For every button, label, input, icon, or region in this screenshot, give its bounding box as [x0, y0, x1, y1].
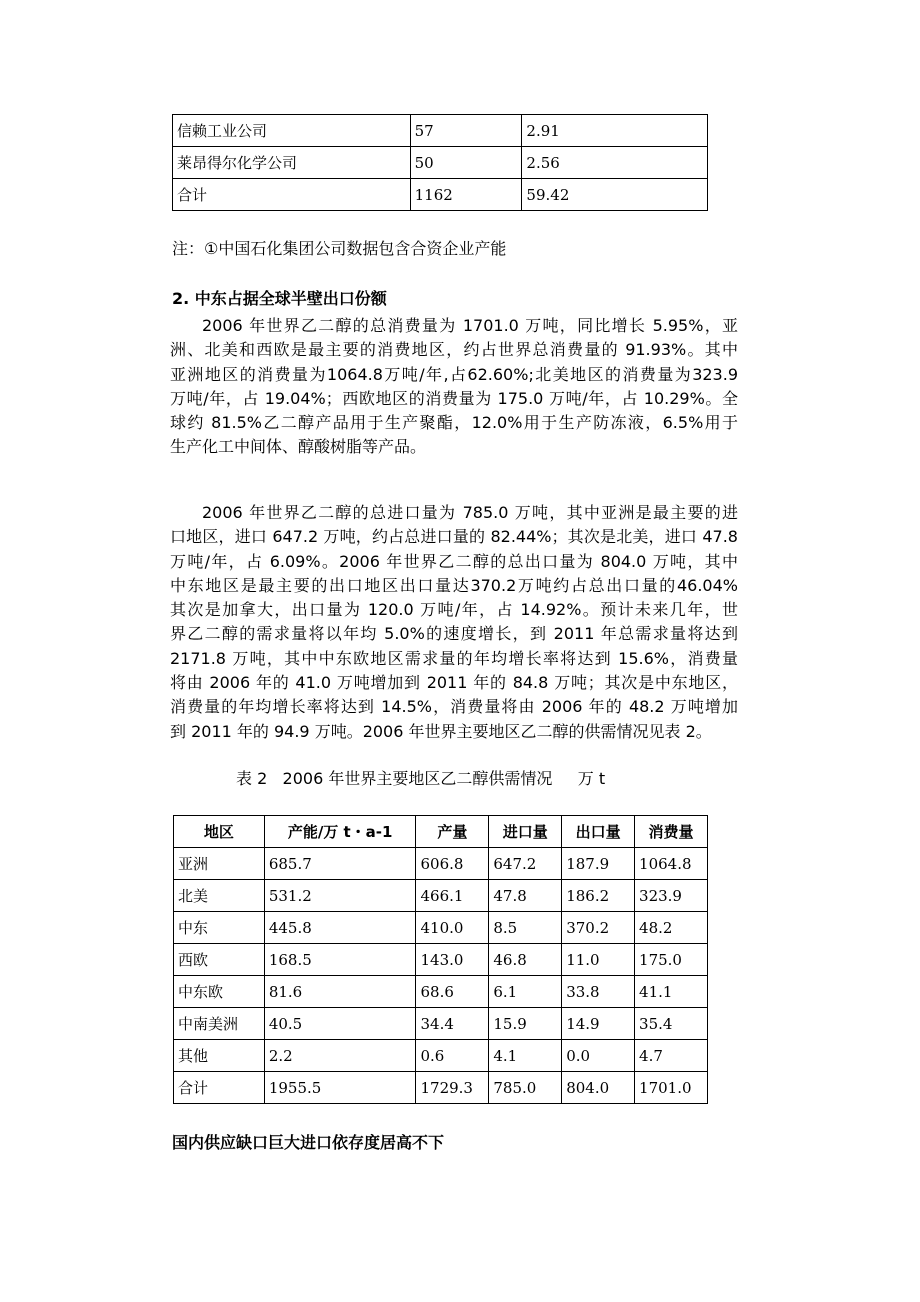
- table-cell: 亚洲: [174, 848, 265, 880]
- text-line: 将由 2006 年的 41.0 万吨增加到 2011 年的 84.8 万吨；其次是中东地区，: [170, 673, 738, 693]
- table-cell: 1162: [410, 179, 522, 211]
- table-cell: 1955.5: [264, 1072, 416, 1104]
- table-row: [174, 880, 708, 912]
- section-heading: 2. 中东占据全球半壁出口份额: [172, 289, 387, 308]
- table-cell: 34.4: [416, 1008, 489, 1040]
- table-cell: 2.91: [522, 115, 708, 147]
- table-cell: 531.2: [264, 880, 416, 912]
- table-cell: 785.0: [489, 1072, 562, 1104]
- table-cell: 1064.8: [635, 848, 708, 880]
- table-cell: 445.8: [264, 912, 416, 944]
- table-cell: 中东: [174, 912, 265, 944]
- table-cell: 606.8: [416, 848, 489, 880]
- text-line: 消费量的年均增长率将达到 14.5%，消费量将由 2006 年的 48.2 万吨增加: [170, 697, 738, 717]
- text-line: 口地区，进口 647.2 万吨，约占总进口量的 82.44%；其次是北美，进口 47.8: [170, 527, 738, 547]
- table-cell: 40.5: [264, 1008, 416, 1040]
- table-cell: 11.0: [562, 944, 635, 976]
- table-cell: 1729.3: [416, 1072, 489, 1104]
- table-row: [174, 944, 708, 976]
- table-row: [174, 1040, 708, 1072]
- text-line: 界乙二醇的需求量将以年均 5.0%的速度增长，到 2011 年总需求量将达到: [170, 624, 738, 644]
- table-cell: 81.6: [264, 976, 416, 1008]
- table-cell: 2.56: [522, 147, 708, 179]
- text-line: 万吨/年，占 6.09%。2006 年世界乙二醇的总出口量为 804.0 万吨，其中: [170, 551, 738, 571]
- table-cell: 187.9: [562, 848, 635, 880]
- table-cell: 47.8: [489, 880, 562, 912]
- table-row: [174, 912, 708, 944]
- column-header: 消费量: [635, 816, 708, 848]
- table-note: 注：①中国石化集团公司数据包含合资企业产能: [172, 239, 507, 258]
- table-cell: 175.0: [635, 944, 708, 976]
- paragraph-consumption: [170, 314, 738, 460]
- table-cell: 57: [410, 115, 522, 147]
- table-cell: 合计: [174, 1072, 265, 1104]
- table-cell: 804.0: [562, 1072, 635, 1104]
- paragraph-trade: [170, 501, 738, 744]
- text-line: 2171.8 万吨，其中中东欧地区需求量的年均增长率将达到 15.6%，消费量: [170, 648, 738, 668]
- table-cell: 50: [410, 147, 522, 179]
- table-row: [174, 976, 708, 1008]
- table-row: [174, 1072, 708, 1104]
- table-cell: 其他: [174, 1040, 265, 1072]
- table-cell: 466.1: [416, 880, 489, 912]
- table-cell: 685.7: [264, 848, 416, 880]
- table-cell: 15.9: [489, 1008, 562, 1040]
- table-cell: 北美: [174, 880, 265, 912]
- table-cell: 68.6: [416, 976, 489, 1008]
- table-cell: 1701.0: [635, 1072, 708, 1104]
- table-cell: 46.8: [489, 944, 562, 976]
- table-row: [173, 115, 708, 147]
- table-cell: 2.2: [264, 1040, 416, 1072]
- table-cell: 14.9: [562, 1008, 635, 1040]
- table-cell: 4.1: [489, 1040, 562, 1072]
- table-row: [174, 1008, 708, 1040]
- text-line: 洲、北美和西欧是最主要的消费地区，约占世界总消费量的 91.93%。其中: [170, 340, 738, 360]
- table-cell: 323.9: [635, 880, 708, 912]
- table-cell: 35.4: [635, 1008, 708, 1040]
- text-line: 到 2011 年的 94.9 万吨。2006 年世界主要地区乙二醇的供需情况见表 2。: [170, 721, 712, 741]
- table-cell: 0.6: [416, 1040, 489, 1072]
- table-cell: 合计: [173, 179, 411, 211]
- text-line: 亚洲地区的消费量为1064.8万吨/年,占62.60%;北美地区的消费量为323.9: [170, 364, 738, 384]
- column-header: 产能/万 t・a-1: [264, 816, 416, 848]
- table-cell: 186.2: [562, 880, 635, 912]
- text-line: 其次是加拿大，出口量为 120.0 万吨/年，占 14.92%。预计未来几年，世: [170, 600, 738, 620]
- column-header: 出口量: [562, 816, 635, 848]
- text-line: 球约 81.5%乙二醇产品用于生产聚酯，12.0%用于生产防冻液，6.5%用于: [170, 413, 738, 433]
- table-cell: 410.0: [416, 912, 489, 944]
- text-line: 2006 年世界乙二醇的总消费量为 1701.0 万吨，同比增长 5.95%，亚: [202, 316, 738, 335]
- table-cell: 143.0: [416, 944, 489, 976]
- column-header: 地区: [174, 816, 265, 848]
- capacity-table-continued: [172, 114, 708, 211]
- table-cell: 中南美洲: [174, 1008, 265, 1040]
- table-cell: 6.1: [489, 976, 562, 1008]
- table-cell: 莱昂得尔化学公司: [173, 147, 411, 179]
- table-cell: 59.42: [522, 179, 708, 211]
- supply-demand-table: [173, 815, 708, 1104]
- section-heading-2: 国内供应缺口巨大进口依存度居高不下: [172, 1133, 445, 1152]
- column-header: 进口量: [489, 816, 562, 848]
- table-cell: 中东欧: [174, 976, 265, 1008]
- table-cell: 0.0: [562, 1040, 635, 1072]
- table-cell: 西欧: [174, 944, 265, 976]
- table-row: [173, 147, 708, 179]
- table-caption: 表 2 2006 年世界主要地区乙二醇供需情况 万 t: [236, 769, 606, 788]
- table-cell: 信赖工业公司: [173, 115, 411, 147]
- table-row: [174, 848, 708, 880]
- text-line: 2006 年世界乙二醇的总进口量为 785.0 万吨，其中亚洲是最主要的进: [202, 503, 738, 522]
- table-row: [173, 179, 708, 211]
- table-cell: 4.7: [635, 1040, 708, 1072]
- table-cell: 370.2: [562, 912, 635, 944]
- column-header: 产量: [416, 816, 489, 848]
- table-cell: 168.5: [264, 944, 416, 976]
- text-line: 中东地区是最主要的出口地区出口量达370.2万吨约占总出口量的46.04%: [170, 575, 738, 595]
- table-cell: 647.2: [489, 848, 562, 880]
- table-cell: 41.1: [635, 976, 708, 1008]
- text-line: 万吨/年，占 19.04%；西欧地区的消费量为 175.0 万吨/年，占 10.29%。全: [170, 388, 738, 408]
- table-cell: 48.2: [635, 912, 708, 944]
- text-line: 生产化工中间体、醇酸树脂等产品。: [170, 437, 427, 457]
- table-cell: 8.5: [489, 912, 562, 944]
- table-cell: 33.8: [562, 976, 635, 1008]
